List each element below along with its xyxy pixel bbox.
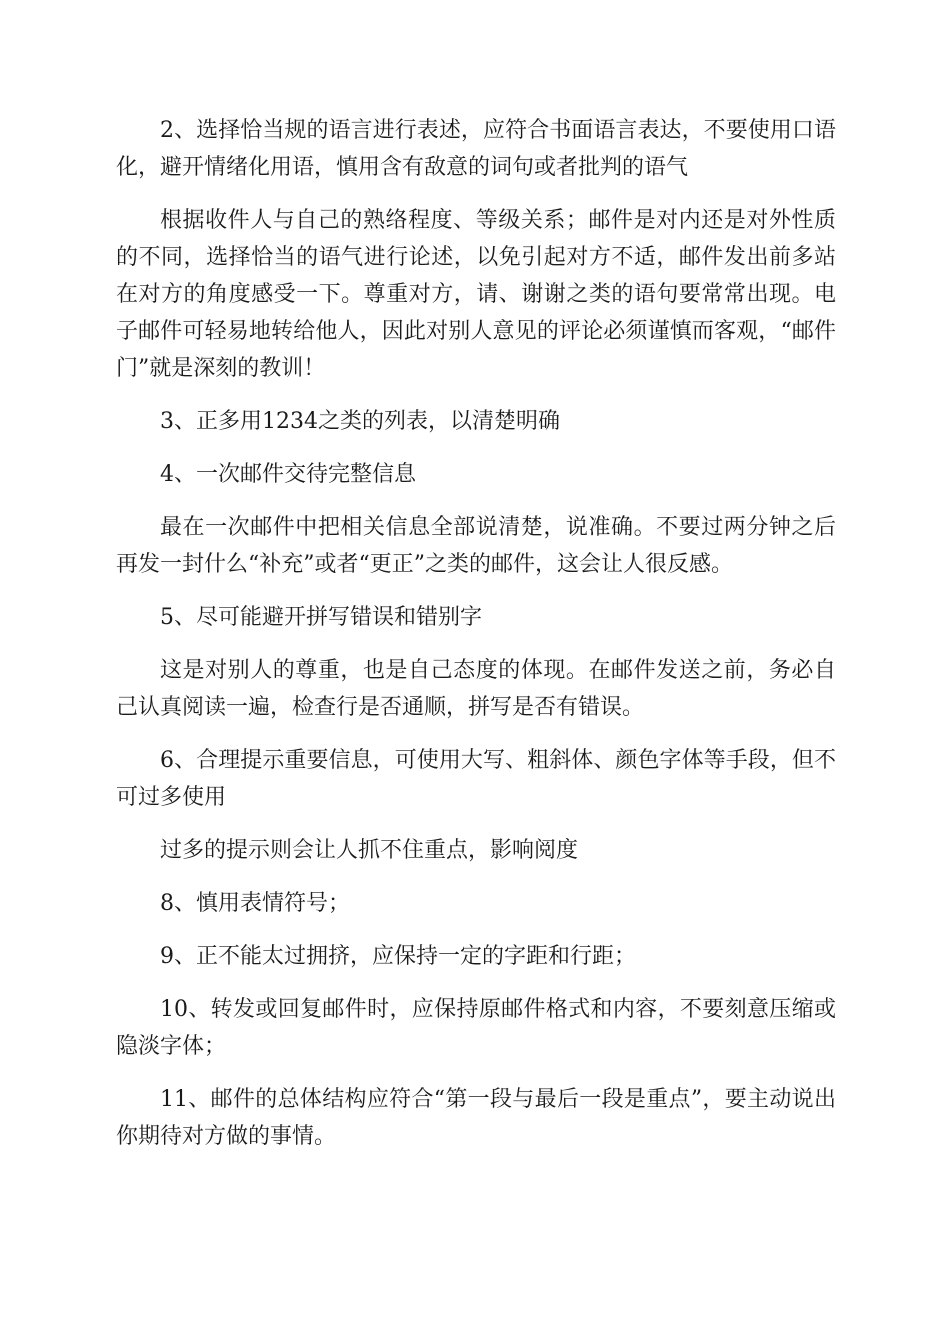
paragraph-emphasis-explanation: 过多的提示则会让人抓不住重点，影响阅度 xyxy=(160,838,579,863)
paragraph-item-6: 6、合理提示重要信息，可使用大写、粗斜体、颜色字体等手段，但不可过多使用 xyxy=(116,748,836,810)
paragraph-complete-info-explanation: 最在一次邮件中把相关信息全部说清楚，说准确。不要过两分钟之后再发一封什么“补充”或者“更正”之类的邮件，这会让人很反感。 xyxy=(116,515,836,577)
paragraph-proofread-explanation: 这是对别人的尊重，也是自己态度的体现。在邮件发送之前，务必自己认真阅读一遍，检查行是否通顺，拼写是否有错误。 xyxy=(116,658,836,720)
paragraph-item-3: 3、正多用1234之类的列表，以清楚明确 xyxy=(160,409,560,434)
paragraph-item-5: 5、尽可能避开拼写错误和错别字 xyxy=(160,605,482,630)
paragraph-tone-explanation: 根据收件人与自己的熟络程度、等级关系；邮件是对内还是对外性质的不同，选择恰当的语气进行论述，以免引起对方不适，邮件发出前多站在对方的角度感受一下。尊重对方，请、谢谢之类的语句要常常出现。电子邮件可轻易地转给他人，因此对别人意见的评论必须谨慎而客观，“邮件门”就是深刻的教训！ xyxy=(116,208,836,381)
document-body xyxy=(116,112,836,1171)
paragraph-item-4: 4、一次邮件交待完整信息 xyxy=(160,462,416,487)
paragraph-item-10: 10、转发或回复邮件时，应保持原邮件格式和内容，不要刻意压缩或隐淡字体； xyxy=(116,997,836,1059)
paragraph-item-9: 9、正不能太过拥挤，应保持一定的字距和行距； xyxy=(160,944,636,969)
paragraph-item-8: 8、慎用表情符号； xyxy=(160,891,350,916)
paragraph-item-11: 11、邮件的总体结构应符合“第一段与最后一段是重点”，要主动说出你期待对方做的事情。 xyxy=(116,1087,836,1149)
paragraph-item-2: 2、选择恰当规的语言进行表述，应符合书面语言表达，不要使用口语化，避开情绪化用语，慎用含有敌意的词句或者批判的语气 xyxy=(116,118,836,180)
